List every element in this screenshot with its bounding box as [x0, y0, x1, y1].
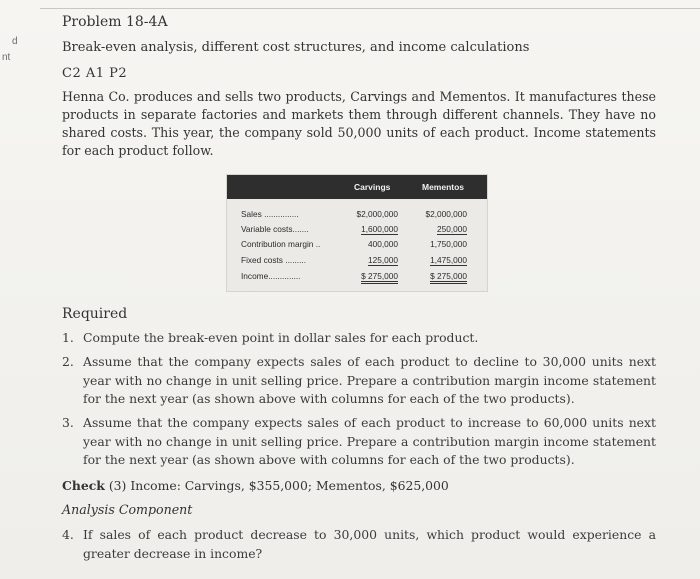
item-number: 4.: [62, 527, 74, 542]
header-mementos: Mementos: [422, 182, 465, 192]
table-row: [227, 207, 487, 222]
check-label: Check: [62, 478, 105, 493]
top-rule: [40, 8, 700, 9]
margin-fragment: d: [12, 36, 18, 47]
table-header: [227, 175, 487, 199]
required-heading: Required: [62, 306, 128, 322]
learning-objectives: C2 A1 P2: [62, 66, 128, 81]
cell-mementos: 250,000: [437, 224, 467, 234]
problem-subtitle: Break-even analysis, different cost structures, and income calculations: [62, 40, 530, 55]
item-text: Compute the break-even point in dollar sales for each product.: [83, 330, 479, 345]
required-item: [62, 353, 656, 409]
row-label: Sales ...............: [241, 209, 299, 219]
analysis-item: [62, 526, 656, 563]
problem-intro: Henna Co. produces and sells two products, Carvings and Mementos. It manufactures these products in separate factories and markets them through different channels. They have no shared costs. This year, the company sold 50,000 units of each product. Income statements for each product follow.: [62, 89, 656, 158]
cell-mementos: 1,750,000: [430, 239, 467, 249]
row-label: Fixed costs .........: [241, 255, 307, 265]
cell-carvings: $2,000,000: [356, 209, 398, 219]
table-row: [227, 222, 487, 237]
problem-title: Problem 18-4A: [62, 14, 168, 30]
table-row: [227, 269, 487, 284]
income-statement-table: [226, 174, 488, 292]
item-text: Assume that the company expects sales of each product to increase to 60,000 units next year with no change in unit selling price. Prepare a contribution margin income statement for the next year (as shown above with columns for each of the two products).: [83, 415, 656, 467]
item-text: If sales of each product decrease to 30,000 units, which product would experience a greater decrease in income?: [83, 527, 656, 561]
cell-carvings: $ 275,000: [361, 271, 398, 284]
row-label: Income..............: [241, 271, 301, 281]
required-item: [62, 414, 656, 470]
item-text: Assume that the company expects sales of each product to decline to 30,000 units next year with no change in unit selling price. Prepare a contribution margin income statement for the next year (as shown above with columns for each of the two products).: [83, 354, 656, 406]
check-figure: [62, 478, 449, 493]
required-item: [62, 329, 656, 348]
row-label: Variable costs.......: [241, 224, 309, 234]
cell-mementos: $ 275,000: [430, 271, 467, 284]
cell-carvings: 125,000: [368, 255, 398, 265]
item-number: 3.: [62, 415, 74, 430]
cell-mementos: $2,000,000: [425, 209, 467, 219]
row-label: Contribution margin ..: [241, 239, 321, 249]
margin-fragment: nt: [2, 52, 11, 63]
check-text: (3) Income: Carvings, $355,000; Mementos, $625,000: [108, 478, 449, 493]
table-row: [227, 253, 487, 268]
item-number: 1.: [62, 330, 74, 345]
cell-mementos: 1,475,000: [430, 255, 467, 265]
cell-carvings: 1,600,000: [361, 224, 398, 234]
item-number: 2.: [62, 354, 74, 369]
analysis-heading: Analysis Component: [62, 502, 193, 517]
cell-carvings: 400,000: [368, 239, 398, 249]
header-carvings: Carvings: [354, 182, 391, 192]
table-row: [227, 237, 487, 252]
